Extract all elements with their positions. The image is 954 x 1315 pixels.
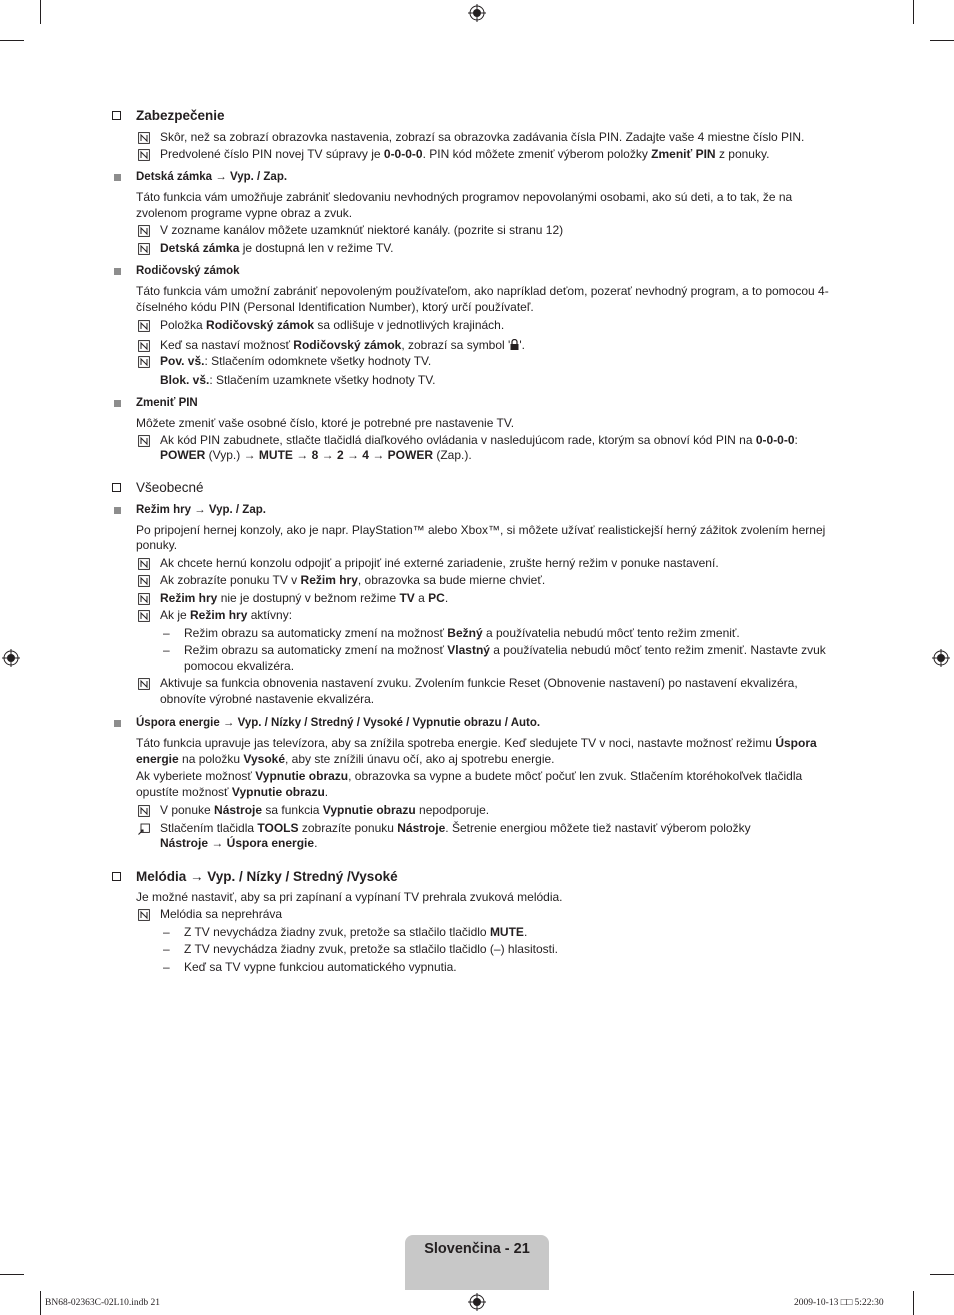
subsection-heading: Rodičovský zámok — [112, 264, 842, 280]
dash-item: – Keď sa TV vypne funkciou automatického vypnutia. — [163, 959, 457, 974]
dash-item: – Z TV nevychádza žiadny zvuk, pretože sa stlačilo tlačidlo MUTE. — [163, 924, 528, 939]
print-slug-left: BN68-02363C-02L10.indb 21 — [45, 1298, 161, 1308]
note: Skôr, než sa zobrazí obrazovka nastavenia, zobrazí sa obrazovka zadávania čísla PIN. Zadajte vaše 4 miestne číslo PIN. — [112, 130, 842, 146]
crop-mark — [930, 1274, 954, 1275]
note-icon — [138, 558, 150, 570]
dash-item: – Režim obrazu sa automaticky zmení na možnosť Vlastný a používatelia nebudú môcť tento režim zmeniť. Nastavte zvuk pomocou ekvalizéra. — [163, 643, 826, 673]
paragraph: Po pripojení hernej konzoly, ako je napr. PlayStation™ alebo Xbox™, si môžete užívať realistickejší herný zážitok zvolením hernej ponuky. — [136, 522, 826, 552]
crop-mark — [913, 0, 914, 24]
note: Pov. vš.: Stlačením odomknete všetky hodnoty TV. — [112, 354, 842, 370]
crop-mark — [913, 1291, 914, 1315]
lock-icon — [510, 339, 519, 350]
note: V zozname kanálov môžete uzamknúť niektoré kanály. (pozrite si stranu 12) — [112, 223, 842, 239]
crop-mark — [40, 0, 41, 24]
square-bullet-icon — [114, 174, 121, 181]
note-icon — [138, 132, 150, 144]
checkbox-bullet-icon — [112, 111, 121, 120]
note-icon — [138, 435, 150, 447]
crop-mark — [930, 40, 954, 41]
tools-note: Stlačením tlačidla TOOLS zobrazíte ponuku Nástroje. Šetrenie energiou môžete tiež nastaviť výberom položky Nástroje → Úspora energie. — [112, 821, 842, 852]
paragraph: Môžete zmeniť vaše osobné číslo, ktoré je potrebné pre nastavenie TV. — [136, 416, 515, 430]
checkbox-bullet-icon — [112, 872, 121, 881]
note-icon — [138, 356, 150, 368]
note: Predvolené číslo PIN novej TV súpravy je 0-0-0-0. PIN kód môžete zmeniť výberom položky Zmeniť PIN z ponuky. — [112, 147, 842, 163]
note-icon — [138, 909, 150, 921]
crop-mark — [0, 40, 24, 41]
paragraph: Táto funkcia vám umožňuje zabrániť sledovaniu nevhodných programov nepovolanými osobami, ako sú deti, a to tak, že na zvolenom programe vypne obraz a zvuk. — [136, 190, 793, 220]
page-number: Slovenčina - 21 — [424, 1241, 530, 1257]
subsection-heading: Detská zámka → Vyp. / Zap. — [112, 170, 842, 186]
square-bullet-icon — [114, 507, 121, 514]
dash-item: – Z TV nevychádza žiadny zvuk, pretože sa stlačilo tlačidlo (–) hlasitosti. — [163, 942, 558, 956]
crop-mark — [0, 1274, 24, 1275]
note-icon — [138, 320, 150, 332]
crop-mark — [40, 1291, 41, 1315]
note-icon — [138, 610, 150, 622]
subsection-heading: Úspora energie → Vyp. / Nízky / Stredný / Vysoké / Vypnutie obrazu / Auto. — [112, 716, 842, 732]
note-icon — [138, 225, 150, 237]
paragraph: Táto funkcia vám umožní zabrániť nepovoleným používateľom, ako napríklad deťom, pozerať nevhodný program, a to pomocou 4-číselného kódu PIN (Personal Identification Number), ktorý určí používateľ. — [136, 284, 829, 314]
note-icon — [138, 243, 150, 255]
square-bullet-icon — [114, 720, 121, 727]
section-heading: Zabezpečenie — [112, 108, 842, 126]
paragraph: Ak vyberiete možnosť Vypnutie obrazu, obrazovka sa vypne a budete môcť počuť len zvuk. Stlačením ktoréhokoľvek tlačidla opustíte možnosť Vypnutie obrazu. — [136, 769, 803, 799]
note-icon — [138, 340, 150, 352]
note-icon — [138, 678, 150, 690]
note: Detská zámka je dostupná len v režime TV. — [112, 241, 842, 257]
subsection-heading: Režim hry → Vyp. / Zap. — [112, 503, 842, 519]
note-icon — [138, 149, 150, 161]
note-icon — [138, 575, 150, 587]
note-continuation: Blok. vš.: Stlačením uzamknete všetky hodnoty TV. — [160, 372, 436, 387]
note: Ak chcete hernú konzolu odpojiť a pripojiť iné externé zariadenie, zrušte herný režim v ponuke nastavení. — [112, 556, 842, 572]
registration-mark-icon — [468, 4, 486, 22]
tools-icon — [138, 823, 150, 835]
note: Aktivuje sa funkcia obnovenia nastavení zvuku. Zvolením funkcie Reset (Obnovenie nastavení) po nastavení ekvalizéra, obnovíte výrobné nastavenie ekvalizéra. — [112, 676, 842, 707]
checkbox-bullet-icon — [112, 483, 121, 492]
registration-mark-icon — [468, 1293, 486, 1311]
note: Melódia sa neprehráva — [112, 907, 842, 923]
dash-item: – Režim obrazu sa automaticky zmení na možnosť Bežný a používatelia nebudú môcť tento režim zmeniť. — [163, 625, 740, 640]
subsection-heading: Zmeniť PIN — [112, 396, 842, 412]
square-bullet-icon — [114, 268, 121, 275]
square-bullet-icon — [114, 400, 121, 407]
note: Položka Rodičovský zámok sa odlišuje v jednotlivých krajinách. — [112, 318, 842, 334]
paragraph: Táto funkcia upravuje jas televízora, aby sa znížila spotreba energie. Keď sledujete TV v noci, nastavte možnosť režimu Úspora energie na položku Vysoké, aby ste znížili únavu očí, ako aj spotrebu energie. — [136, 736, 817, 766]
page-content — [112, 108, 842, 975]
paragraph: Je možné nastaviť, aby sa pri zapínaní a vypínaní TV prehrala zvuková melódia. — [136, 889, 563, 904]
registration-mark-icon — [932, 649, 950, 667]
note-icon — [138, 593, 150, 605]
page-number-tab — [405, 1235, 549, 1290]
note: Režim hry nie je dostupný v bežnom režime TV a PC. — [112, 591, 842, 607]
note: Ak kód PIN zabudnete, stlačte tlačidlá diaľkového ovládania v nasledujúcom rade, ktorým sa obnoví kód PIN na 0-0-0-0: POWER (Vyp.) → MUTE → 8 → 2 → 4 → POWER (Zap.). — [112, 433, 842, 464]
section-heading: Melódia → Vyp. / Nízky / Stredný /Vysoké — [112, 869, 842, 887]
note: Ak je Režim hry aktívny: — [112, 608, 842, 624]
note: Ak zobrazíte ponuku TV v Režim hry, obrazovka sa bude mierne chvieť. — [112, 573, 842, 589]
note: V ponuke Nástroje sa funkcia Vypnutie obrazu nepodporuje. — [112, 803, 842, 819]
note-icon — [138, 805, 150, 817]
registration-mark-icon — [2, 649, 20, 667]
section-heading: Všeobecné — [112, 480, 842, 498]
note: Keď sa nastaví možnosť Rodičovský zámok, zobrazí sa symbol ' '. — [112, 338, 842, 354]
print-slug-right: 2009-10-13 □□ 5:22:30 — [794, 1298, 884, 1308]
